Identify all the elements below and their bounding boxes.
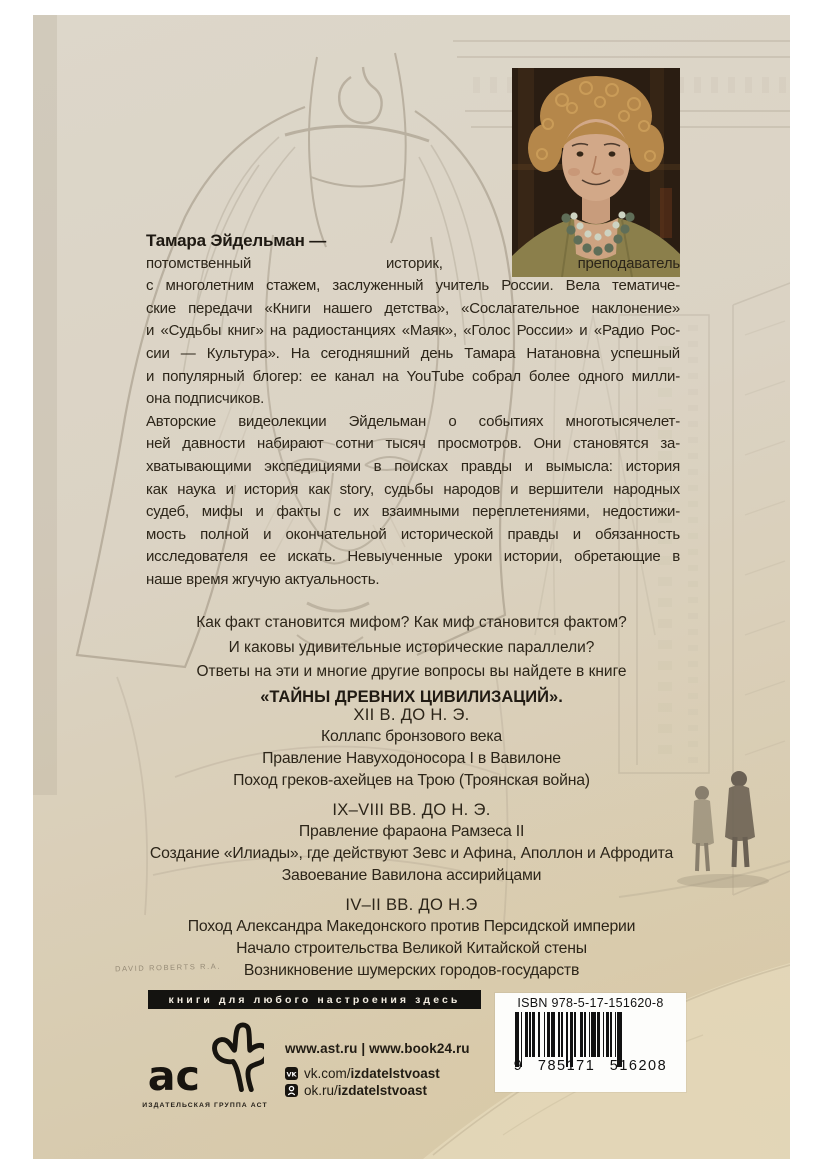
vk-icon [285,1067,298,1080]
timeline-event: Создание «Илиады», где действуют Зевс и Афина, Аполлон и Афродита [149,845,674,862]
bio-line: мость полной и окончательной исторической правды и обязанность [146,525,680,543]
isbn-label: ISBN 978-5-17-151620-8 [517,996,664,1010]
bio-line: ней давности набирают сотни тысяч просмотров. Они становятся за- [146,435,680,453]
timeline-events [33,821,790,887]
publisher-links [285,1041,470,1098]
timeline-event: Начало строительства Великой Китайской стены [236,940,587,957]
timeline-era: XII В. ДО Н. Э. [353,705,470,724]
artist-signature: DAVID ROBERTS R.A. [114,961,222,974]
timeline [33,704,790,982]
bio-line: сии — Культура». На сегодняшний день Тамара Натановна успешный [146,344,680,362]
isbn-block [495,993,686,1092]
websites: www.ast.ru | www.book24.ru [285,1041,470,1056]
book-pitch [33,611,790,709]
bio-paragraph-2 [146,411,680,592]
timeline-event: Правление фараона Рамзеса II [298,823,525,840]
slogan-bar [148,990,481,1009]
timeline-events [33,916,790,982]
ok-link [285,1083,470,1098]
book-back-cover [33,15,790,1159]
bio-line: и «Судьбы книг» на радиостанциях «Маяк», «Голос России» и «Радио Рос- [146,322,680,340]
bio-paragraph-1 [146,253,680,411]
bio-line: ские передачи «Книги нашего детства», «Сослагательное наклонение» [146,299,680,317]
bio-line: судеб, мифы и факты с их взаимными переплетениями, недостижи- [146,503,680,521]
bio-line: хватывающими экспедициями в поисках правды и вымысла: история [146,457,680,475]
timeline-era: IV–II ВВ. ДО Н.Э [345,895,478,914]
timeline-event: Завоевание Вавилона ассирийцами [281,867,542,884]
hand-icon [215,1025,264,1090]
author-name: Тамара Эйдельман — [146,231,327,250]
timeline-event: Поход Александра Македонского против Персидской империи [187,918,636,935]
bio-line: наше время жгучую актуальность. [146,570,380,588]
publisher-caption: ИЗДАТЕЛЬСКАЯ ГРУППА АСТ [142,1102,268,1109]
logo-letters: ас [147,1051,200,1099]
barcode-digits: 9 785171 516208 [513,1058,668,1074]
book-title: «ТАЙНЫ ДРЕВНИХ ЦИВИЛИЗАЦИЙ». [260,687,563,706]
vk-link [285,1066,470,1081]
timeline-group [33,799,790,887]
vk-url: vk.com/izdatelstvoast [304,1066,440,1081]
bio-line: исследователя ее искать. Невыученные уроки истории, обретающие в [146,548,680,566]
bio-line: и популярный блогер: ее канал на YouTube собрал более одного милли- [146,367,680,385]
timeline-era: IX–VIII ВВ. ДО Н. Э. [332,800,491,819]
author-bio [146,230,680,592]
bio-line: Авторские видеолекции Эйдельман о событиях многотысячелет- [146,412,680,430]
timeline-event: Коллапс бронзового века [321,728,502,745]
ast-publisher-logo [131,1015,279,1109]
bio-line: с многолетним стажем, заслуженный учитель России. Вела тематиче- [146,277,680,295]
bio-line: она подписчиков. [146,390,265,408]
bio-line: потомственный историк, преподаватель [146,254,680,272]
pitch-line: И каковы удивительные исторические параллели? [228,638,595,656]
pitch-lines [33,611,790,685]
pitch-line: Ответы на эти и многие другие вопросы вы найдете в книге [196,663,627,681]
ast-logo-icon [146,1015,264,1099]
ok-icon [285,1084,298,1097]
svg-text:VK: VK [286,1070,297,1079]
timeline-group [33,894,790,982]
bio-line: как наука и история как story, судьбы народов и вершители народных [146,480,680,498]
timeline-events [33,726,790,792]
timeline-event: Правление Навуходоносора I в Вавилоне [262,750,561,767]
pitch-line: Как факт становится мифом? Как миф становится фактом? [196,614,627,631]
timeline-event: Возникновение шумерских городов-государств [243,962,580,979]
timeline-group [33,704,790,792]
slogan-text: книги для любого настроения здесь [168,993,461,1006]
ok-url: ok.ru/izdatelstvoast [304,1083,428,1098]
timeline-event: Поход греков-ахейцев на Трою (Троянская война) [233,772,590,789]
